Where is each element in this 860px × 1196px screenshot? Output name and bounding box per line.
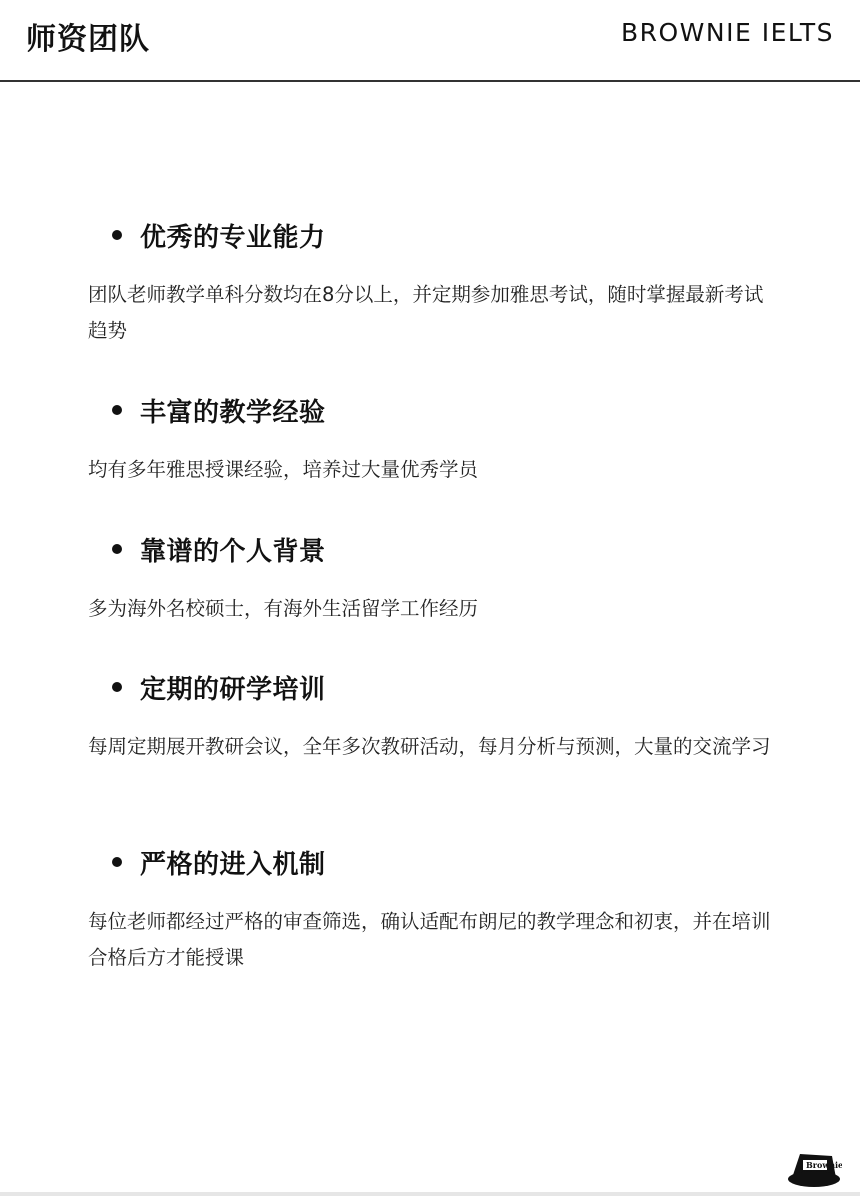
feature-description: 多为海外名校硕士，有海外生活留学工作经历: [88, 597, 479, 620]
brownie-logo-icon: [786, 1148, 842, 1190]
feature-description: 每周定期展开教研会议，全年多次教研活动，每月分析与预测，大量的交流学习: [88, 735, 771, 758]
brownie-logo: [786, 1148, 842, 1190]
feature-heading: [112, 529, 326, 569]
feature-heading: [112, 390, 326, 430]
feature-title: 严格的进入机制: [140, 849, 326, 880]
feature-heading: [112, 667, 326, 707]
feature-title: 定期的研学培训: [140, 674, 326, 705]
logo-text: Brownie: [806, 1160, 842, 1170]
bullet-icon: [112, 682, 122, 692]
bullet-icon: [112, 405, 122, 415]
feature-heading: [112, 215, 326, 255]
feature-heading: [112, 842, 326, 882]
bullet-icon: [112, 857, 122, 867]
feature-description: 均有多年雅思授课经验，培养过大量优秀学员: [88, 458, 479, 481]
footer-bar: [0, 1192, 860, 1196]
feature-title: 优秀的专业能力: [140, 222, 326, 253]
bullet-icon: [112, 544, 122, 554]
feature-description: 每位老师都经过严格的审查筛选，确认适配布朗尼的教学理念和初衷，并在培训合格后方才能授课: [88, 910, 771, 969]
feature-title: 丰富的教学经验: [140, 397, 326, 428]
page-header: [0, 0, 860, 82]
bullet-icon: [112, 230, 122, 240]
page-title: 师资团队: [26, 22, 150, 57]
brand-name: BROWNIE IELTS: [620, 18, 834, 47]
feature-title: 靠谱的个人背景: [140, 536, 326, 567]
feature-description: 团队老师教学单科分数均在8分以上，并定期参加雅思考试，随时掌握最新考试趋势: [88, 283, 764, 342]
